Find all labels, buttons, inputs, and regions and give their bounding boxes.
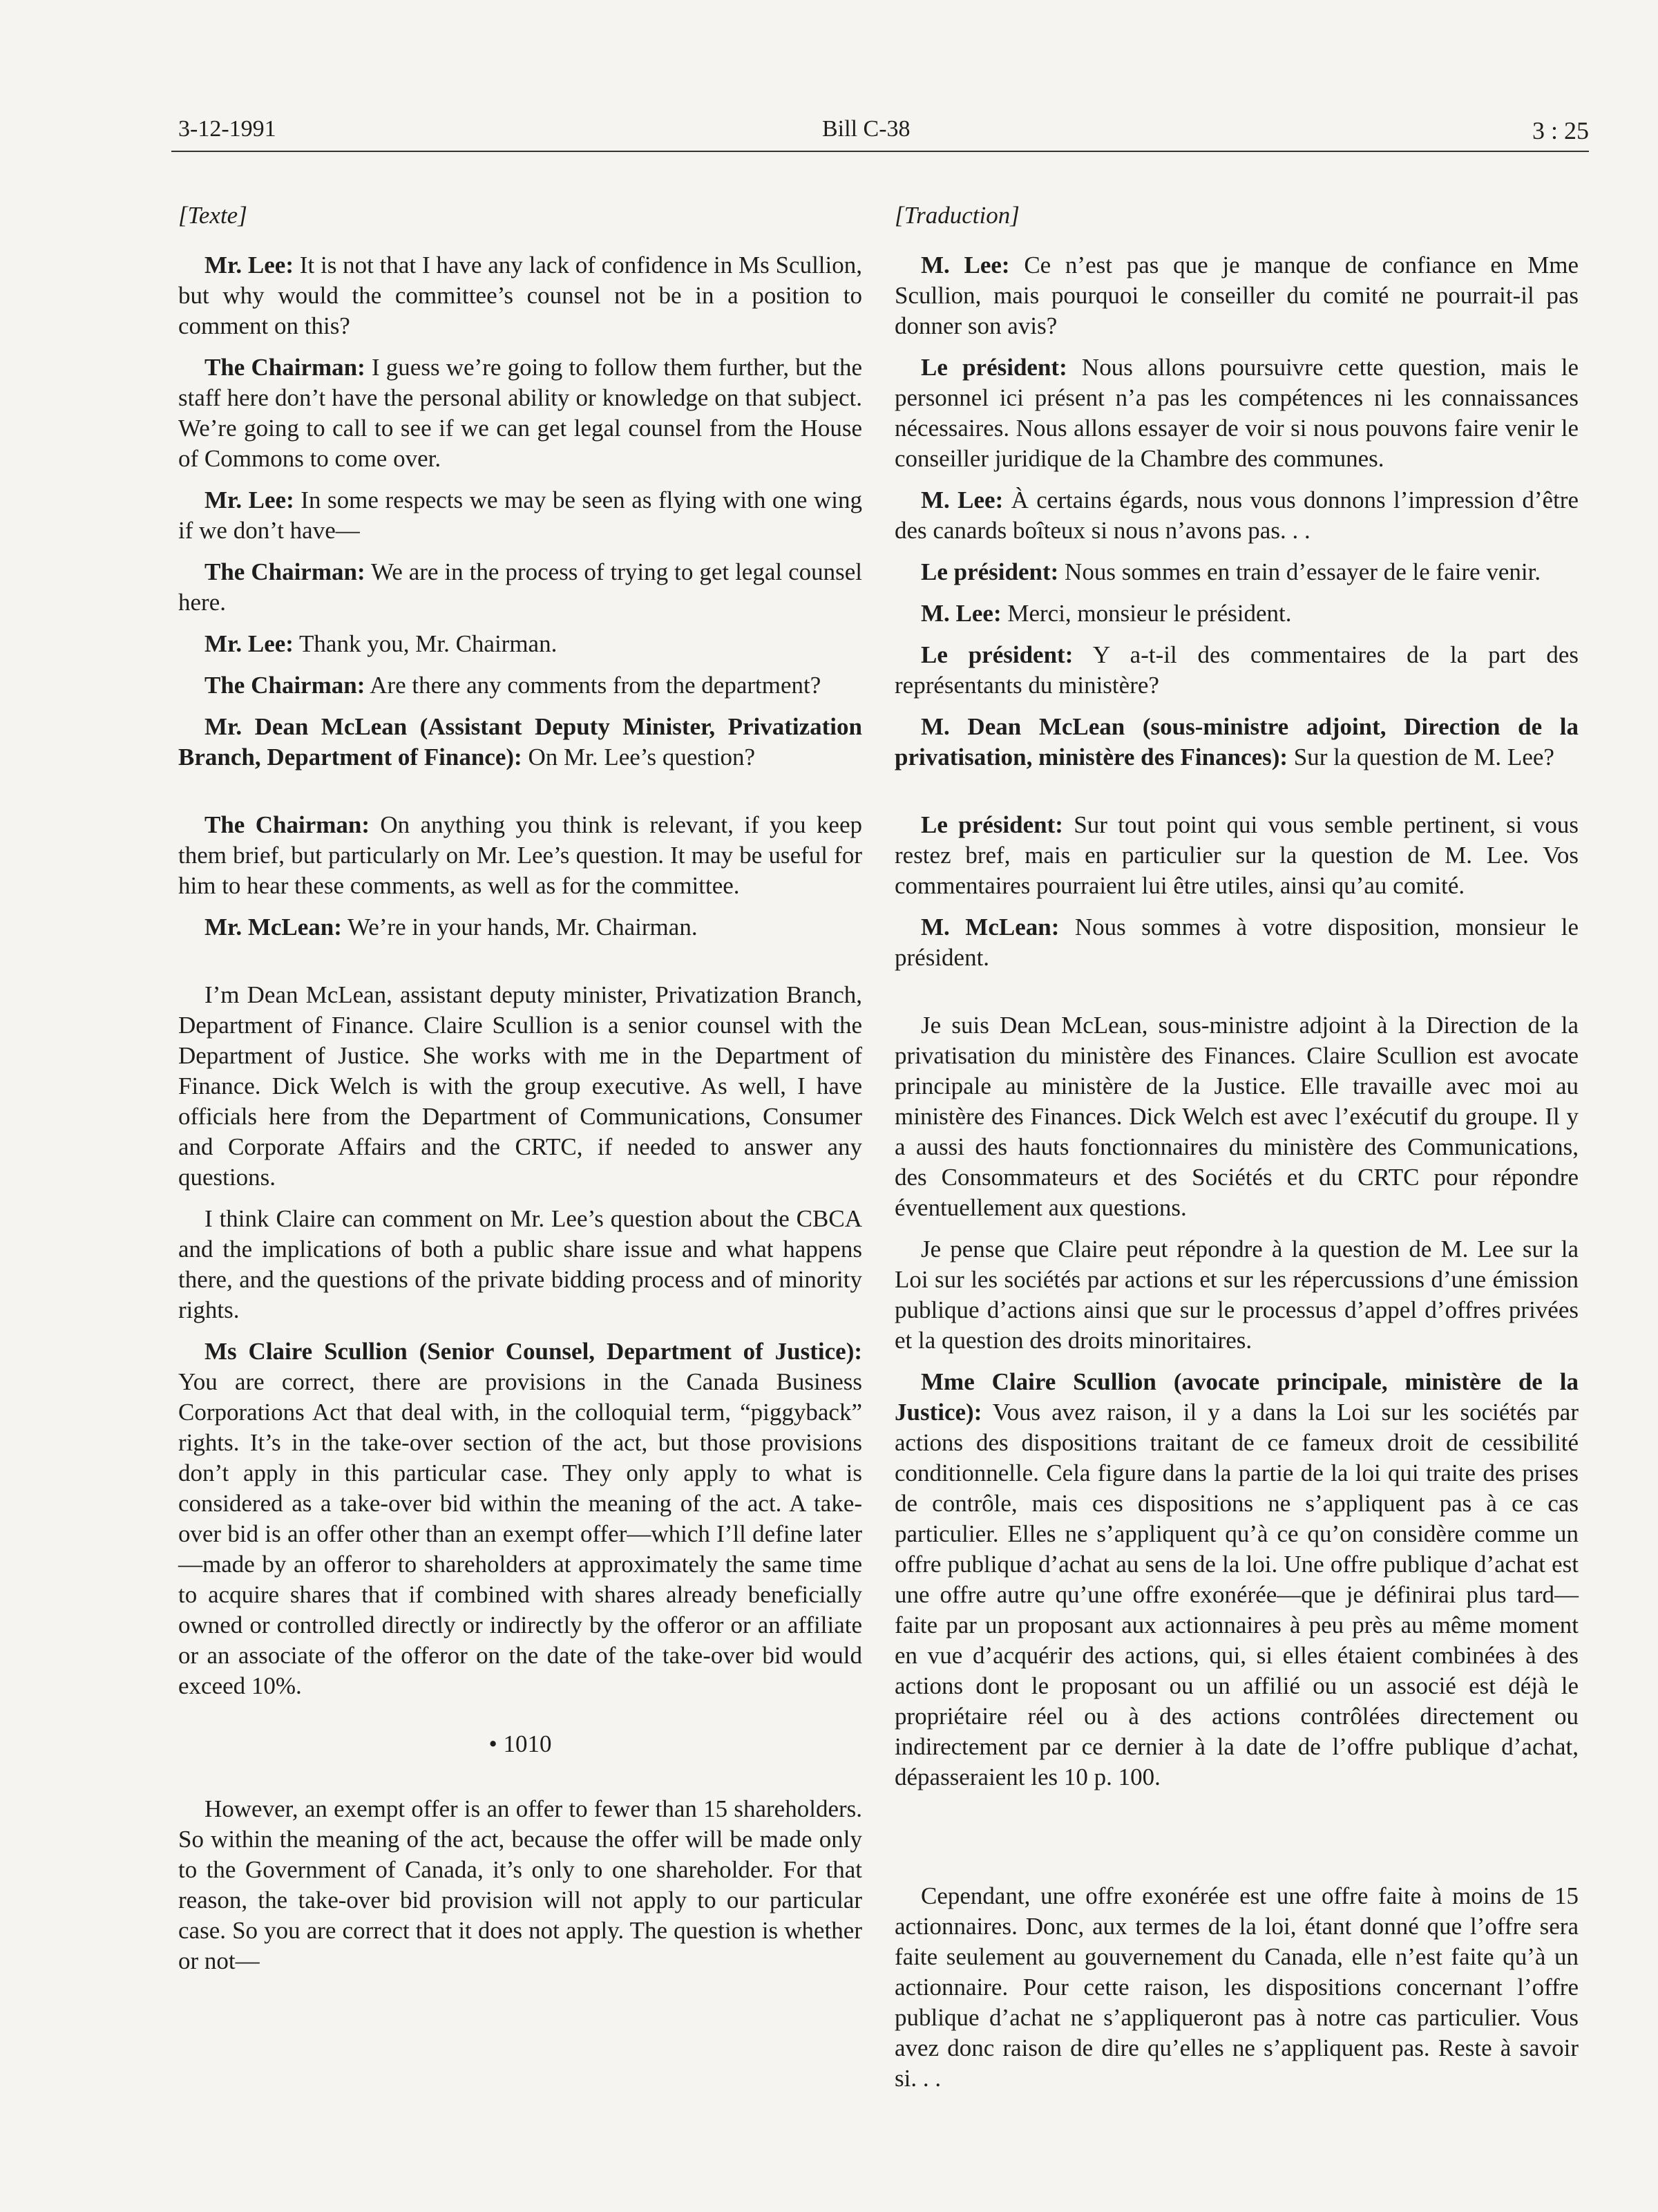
speaker-name: Le président: (921, 641, 1074, 668)
right-paragraph (895, 1881, 1579, 2094)
paragraph-text: Vous avez raison, il y a dans la Loi sur les sociétés par actions des dispositions traitant de ce fameux droit de cessibilité conditionnelle. Cela figure dans la partie de la loi qui traite des prises de contrôle, mais ces dispositions ne s’appliquent pas à ce cas particulier. Elles ne s’appliquent qu’à ce qu’on considère comme un offre publique d’achat au sens de la loi. Une offre publique d’achat est une offre autre qu’une offre exonérée—que je définirai plus tard—faite par un proposant aux actionnaires à peu près au même moment en vue d’acquérir des actions, qui, si elles étaient combinées à des actions dont le proposant ou un affilié ou un associé est déjà le propriétaire réel ou à des actions contrôlées directement ou indirectement par ce dernier à la date de l’offre publique d’achat, dépasseraient les 10 p. 100. (895, 1399, 1579, 1790)
right-paragraph (895, 712, 1579, 773)
header-date: 3-12-1991 (178, 116, 276, 142)
left-paragraph (178, 629, 862, 659)
french-column-label: [Traduction] (895, 202, 1020, 229)
header-bill-title: Bill C-38 (822, 116, 911, 142)
speaker-name: Mr. Lee: (204, 252, 294, 278)
paragraph-text: Y a-t-il des commentaires de la part des représentants du ministère? (895, 641, 1579, 699)
paragraph-text: Sur la question de M. Lee? (1288, 744, 1554, 771)
left-paragraph (178, 485, 862, 546)
paragraph-text: We’re in your hands, Mr. Chairman. (341, 914, 698, 940)
right-paragraph (895, 557, 1579, 587)
paragraph-text: You are correct, there are provisions in the Canada Business Corporations Act that deal with, in the colloquial term, “piggyback” rights. It’s in the take-over section of the act, but those provisions don’t apply in this particular case. They only apply to what is considered as a take-over bid within the meaning of the act. A take-over bid is an offer other than an exempt offer—which I’ll define later—made by an offeror to shareholders at approximately the same time to acquire shares that if combined with shares already beneficially owned or controlled directly or indirectly by the offeror or an affiliate or an associate of the offeror on the date of the take-over bid would exceed 10%. (178, 1368, 862, 1699)
speaker-name: M. Lee: (921, 252, 1010, 278)
header-rule (171, 151, 1589, 152)
paragraph-text: We are in the process of trying to get legal counsel here. (178, 558, 863, 616)
paragraph-text: Je suis Dean McLean, sous-ministre adjoint à la Direction de la privatisation du ministère des Finances. Claire Scullion est avocate principale au ministère de la Justice. Elle travaille avec moi au ministère des Finances. Dick Welch est avec l’exécutif du groupe. Il y a aussi des hauts fonctionnaires du ministère des Communications, des Consommateurs et des Sociétés et du CRTC pour répondre éventuellement aux questions. (895, 1012, 1579, 1221)
right-paragraph (895, 1367, 1579, 1793)
paragraph-text: Thank you, Mr. Chairman. (293, 630, 558, 657)
speaker-name: M. McLean: (921, 914, 1060, 940)
paragraph-text: I’m Dean McLean, assistant deputy minister, Privatization Branch, Department of Finance. Claire Scullion is a senior counsel with the Department of Justice. She works with me in the Department of Finance. Dick Welch is with the group executive. As well, I have officials here from the Department of Communications, Consumer and Corporate Affairs and the CRTC, if needed to answer any questions. (178, 981, 862, 1191)
paragraph-text: Cependant, une offre exonérée est une offre faite à moins de 15 actionnaires. Donc, aux termes de la loi, étant donné que l’offre sera faite seulement au gouvernement du Canada, elle n’est faite qu’à un actionnaire. Pour cette raison, les dispositions concernant l’offre publique d’achat ne s’appliqueront pas à notre cas particulier. Vous avez donc raison de dire qu’elles ne s’appliquent pas. Reste à savoir si. . . (895, 1882, 1579, 2092)
right-paragraph (895, 640, 1579, 701)
paragraph-text: Nous sommes à votre disposition, monsieur le président. (895, 914, 1579, 971)
right-paragraph (895, 352, 1579, 474)
speaker-name: Mr. Dean McLean (Assistant Deputy Minister, Privatization Branch, Department of Finance): (178, 713, 862, 771)
left-paragraph (178, 1336, 862, 1701)
speaker-name: Le président: (921, 354, 1067, 381)
paragraph-text: On Mr. Lee’s question? (522, 744, 756, 771)
left-paragraph (178, 1204, 862, 1325)
left-paragraph (178, 352, 862, 474)
paragraph-text: Nous allons poursuivre cette question, mais le personnel ici présent n’a pas les compétences ni les connaissances nécessaires. Nous allons essayer de voir si nous pouvons faire venir le conseiller juridique de la Chambre des communes. (895, 354, 1579, 472)
right-paragraph (895, 485, 1579, 546)
paragraph-text: Sur tout point qui vous semble pertinent, si vous restez bref, mais en particulier sur la question de M. Lee. Vos commentaires pourraient lui être utiles, ainsi qu’au comité. (895, 811, 1579, 899)
right-paragraph (895, 1010, 1579, 1223)
french-paragraphs (895, 250, 1579, 2094)
speaker-name: The Chairman: (204, 672, 365, 699)
speaker-name: Mme Claire Scullion (avocate principale, ministère de la Justice): (895, 1368, 1579, 1426)
french-column (895, 195, 1579, 2105)
paragraph-text: Ce n’est pas que je manque de confiance en Mme Scullion, mais pourquoi le conseiller du comité ne pourrait-il pas donner son avis? (895, 252, 1579, 339)
speaker-name: The Chairman: (204, 811, 370, 838)
paragraph-text: On anything you think is relevant, if you keep them brief, but particularly on Mr. Lee’s question. It may be useful for him to hear these comments, as well as for the committee. (178, 811, 862, 899)
time-marker: • 1010 (488, 1730, 552, 1757)
paragraph-text: I think Claire can comment on Mr. Lee’s question about the CBCA and the implications of both a public share issue and what happens there, and the questions of the private bidding process and of minority rights. (178, 1205, 862, 1323)
speaker-name: M. Lee: (921, 600, 1002, 627)
english-column-label: [Texte] (178, 202, 247, 229)
paragraph-text: Merci, monsieur le président. (1001, 600, 1292, 627)
paragraph-text: Nous sommes en train d’essayer de le faire venir. (1058, 558, 1541, 585)
paragraph-text: In some respects we may be seen as flying with one wing if we don’t have— (178, 486, 862, 544)
speaker-name: The Chairman: (204, 558, 365, 585)
right-paragraph (895, 1234, 1579, 1356)
speaker-name: Ms Claire Scullion (Senior Counsel, Department of Justice): (204, 1338, 862, 1365)
speaker-name: Le président: (921, 558, 1059, 585)
right-paragraph (895, 912, 1579, 973)
speaker-name: M. Dean McLean (sous-ministre adjoint, Direction de la privatisation, ministère des Finances): (895, 713, 1579, 771)
paragraph-text: Are there any comments from the department? (365, 672, 821, 699)
paragraph-text: It is not that I have any lack of confidence in Ms Scullion, but why would the committee’s counsel not be in a position to comment on this? (178, 252, 862, 339)
speaker-name: Mr. Lee: (204, 630, 294, 657)
left-paragraph (178, 912, 862, 943)
english-paragraphs (178, 250, 862, 1976)
speaker-name: Le président: (921, 811, 1063, 838)
paragraph-text: I guess we’re going to follow them further, but the staff here don’t have the personal ability or knowledge on that subject. We’re going to call to see if we can get legal counsel from the House of Commons to come over. (178, 354, 862, 472)
left-paragraph (178, 1794, 862, 1976)
right-paragraph (895, 810, 1579, 901)
right-paragraph (895, 250, 1579, 341)
header-page-number: 3 : 25 (1532, 117, 1589, 144)
speaker-name: The Chairman: (204, 354, 365, 381)
left-paragraph (178, 557, 862, 618)
paragraph-text: However, an exempt offer is an offer to fewer than 15 shareholders. So within the meaning of the act, because the offer will be made only to the Government of Canada, it’s only to one shareholder. For that reason, the take-over bid provision will not apply to our particular case. So you are correct that it does not apply. The question is whether or not— (178, 1795, 862, 1974)
english-column (178, 195, 862, 1987)
paragraph-text: À certains égards, nous vous donnons l’impression d’être des canards boîteux si nous n’avons pas. . . (895, 486, 1579, 544)
right-paragraph (895, 598, 1579, 629)
left-paragraph (178, 980, 862, 1193)
left-paragraph (178, 810, 862, 901)
paragraph-text: Je pense que Claire peut répondre à la question de M. Lee sur la Loi sur les sociétés par actions et sur les répercussions d’une émission publique d’actions ainsi que sur le processus d’appel d’offres privées et la question des droits minoritaires. (895, 1236, 1579, 1354)
left-paragraph (178, 250, 862, 341)
speaker-name: Mr. McLean: (204, 914, 342, 940)
speaker-name: M. Lee: (921, 486, 1004, 513)
left-paragraph (178, 670, 862, 701)
speaker-name: Mr. Lee: (204, 486, 294, 513)
left-paragraph (178, 712, 862, 773)
